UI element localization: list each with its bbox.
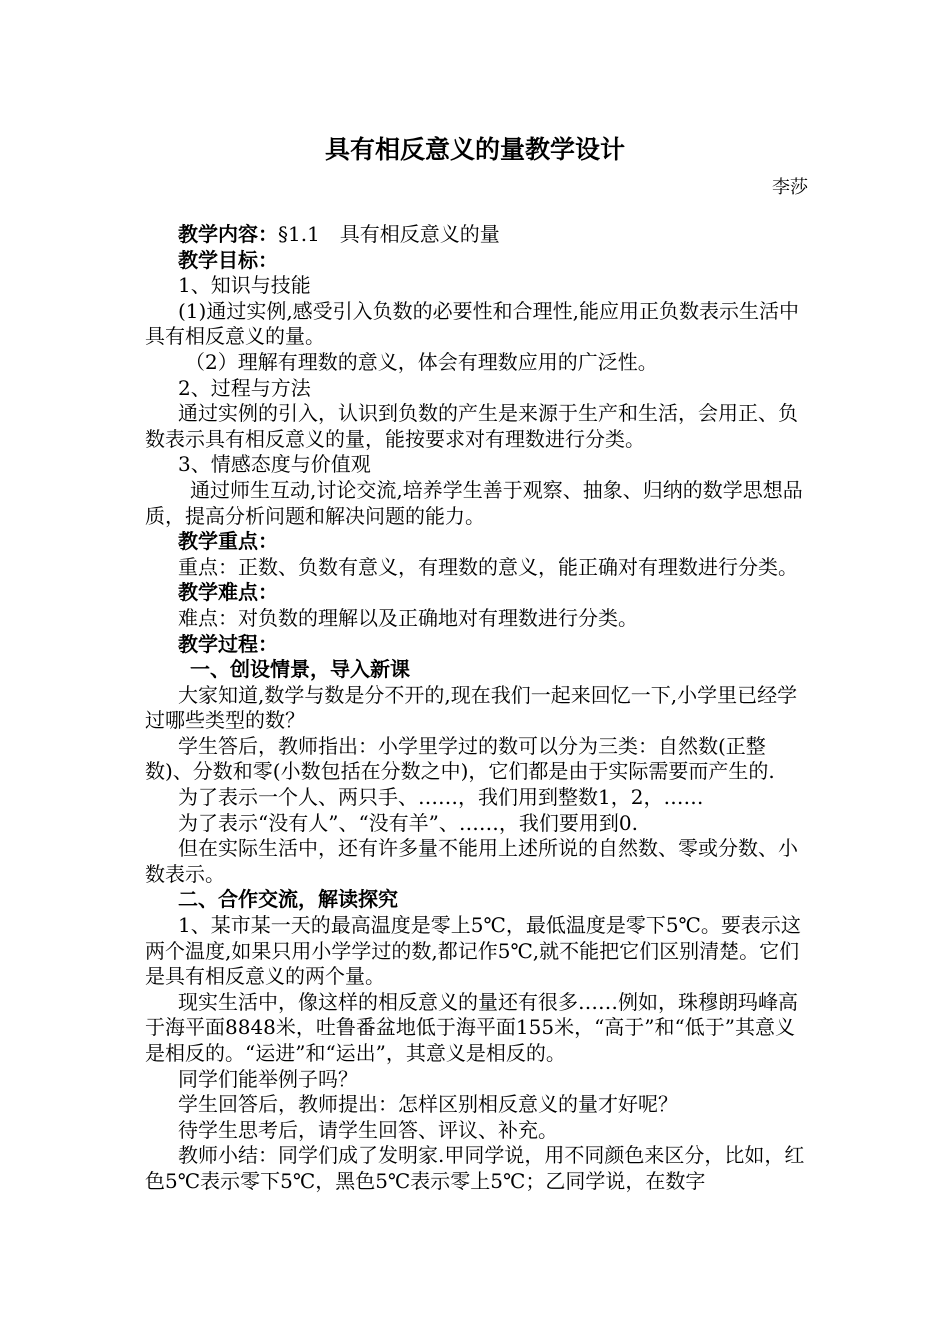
process-heading: 教学过程： (178, 631, 278, 656)
teaching-content-value: §1.1 具有相反意义的量 (278, 222, 500, 246)
section1-paragraph: 大家知道,数学与数是分不开的,现在我们一起来回忆一下,小学里已经学过哪些类型的数？ (145, 682, 798, 733)
goal2-text: 通过实例的引入，认识到负数的产生是来源于生产和生活，会用正、负数表示具有相反意义的量，能按要求对有理数进行分类。 (145, 401, 798, 451)
goal1-heading: 1、知识与技能 (178, 273, 311, 298)
section1-paragraph: 为了表示一个人、两只手、……，我们用到整数1，2，…… (178, 785, 704, 810)
section1-paragraph: 学生答后，教师指出：小学里学过的数可以分为三类：自然数(正整数)、分数和零(小数包括在分数之中)，它们都是由于实际需要而产生的. (145, 733, 775, 784)
difficulty-heading: 教学难点： (178, 580, 278, 605)
goal1-item2: （2）理解有理数的意义，体会有理数应用的广泛性。 (185, 349, 658, 374)
key-points-heading: 教学重点： (178, 529, 278, 554)
section2-paragraph: 教师小结：同学们成了发明家.甲同学说，用不同颜色来区分，比如，红色5℃表示零下5℃，黑色5℃表示零上5℃；乙同学说，在数字 (145, 1143, 805, 1193)
document-title: 具有相反意义的量教学设计 (324, 135, 625, 164)
goal2-heading: 2、过程与方法 (178, 375, 311, 400)
goal3-heading: 3、情感态度与价值观 (178, 452, 371, 477)
section2-paragraph: 同学们能举例子吗？ (178, 1066, 358, 1091)
difficulty-text: 难点：对负数的理解以及正确地对有理数进行分类。 (178, 605, 638, 630)
goals-heading: 教学目标： (178, 247, 278, 272)
goal3-text: 通过师生互动,讨论交流,培养学生善于观察、抽象、归纳的数学思想品质，提高分析问题和解决问题的能力。 (145, 477, 803, 528)
goal1-item1: (1)通过实例,感受引入负数的必要性和合理性,能应用正负数表示生活中具有相反意义的量。 (145, 298, 800, 349)
section1-heading: 一、创设情景，导入新课 (190, 657, 410, 682)
section1-paragraph: 但在实际生活中，还有许多量不能用上述所说的自然数、零或分数、小数表示。 (145, 836, 798, 886)
key-points-text: 重点：正数、负数有意义，有理数的意义，能正确对有理数进行分类。 (178, 554, 798, 579)
section2-paragraph: 1、某市某一天的最高温度是零上5℃，最低温度是零下5℃。要表示这两个温度,如果只用小学学过的数,都记作5℃,就不能把它们区别清楚。它们是具有相反意义的两个量。 (145, 913, 801, 989)
section2-paragraph: 现实生活中，像这样的相反意义的量还有很多……例如，珠穆朗玛峰高于海平面8848米，吐鲁番盆地低于海平面155米，“高于”和“低于”其意义是相反的。“运进”和“运出”，其意义是相反的。 (145, 989, 798, 1065)
section2-paragraph: 学生回答后，教师提出：怎样区别相反意义的量才好呢？ (178, 1092, 678, 1117)
section2-paragraph: 待学生思考后，请学生回答、评议、补充。 (178, 1117, 558, 1142)
document-body (145, 222, 810, 1195)
author-name: 李莎 (772, 177, 808, 198)
section2-heading: 二、合作交流，解读探究 (178, 887, 398, 912)
section1-paragraph: 为了表示“没有人”、“没有羊”、……，我们要用到0. (178, 810, 638, 835)
teaching-content-line (145, 222, 810, 248)
teaching-content-label: 教学内容： (178, 222, 278, 246)
